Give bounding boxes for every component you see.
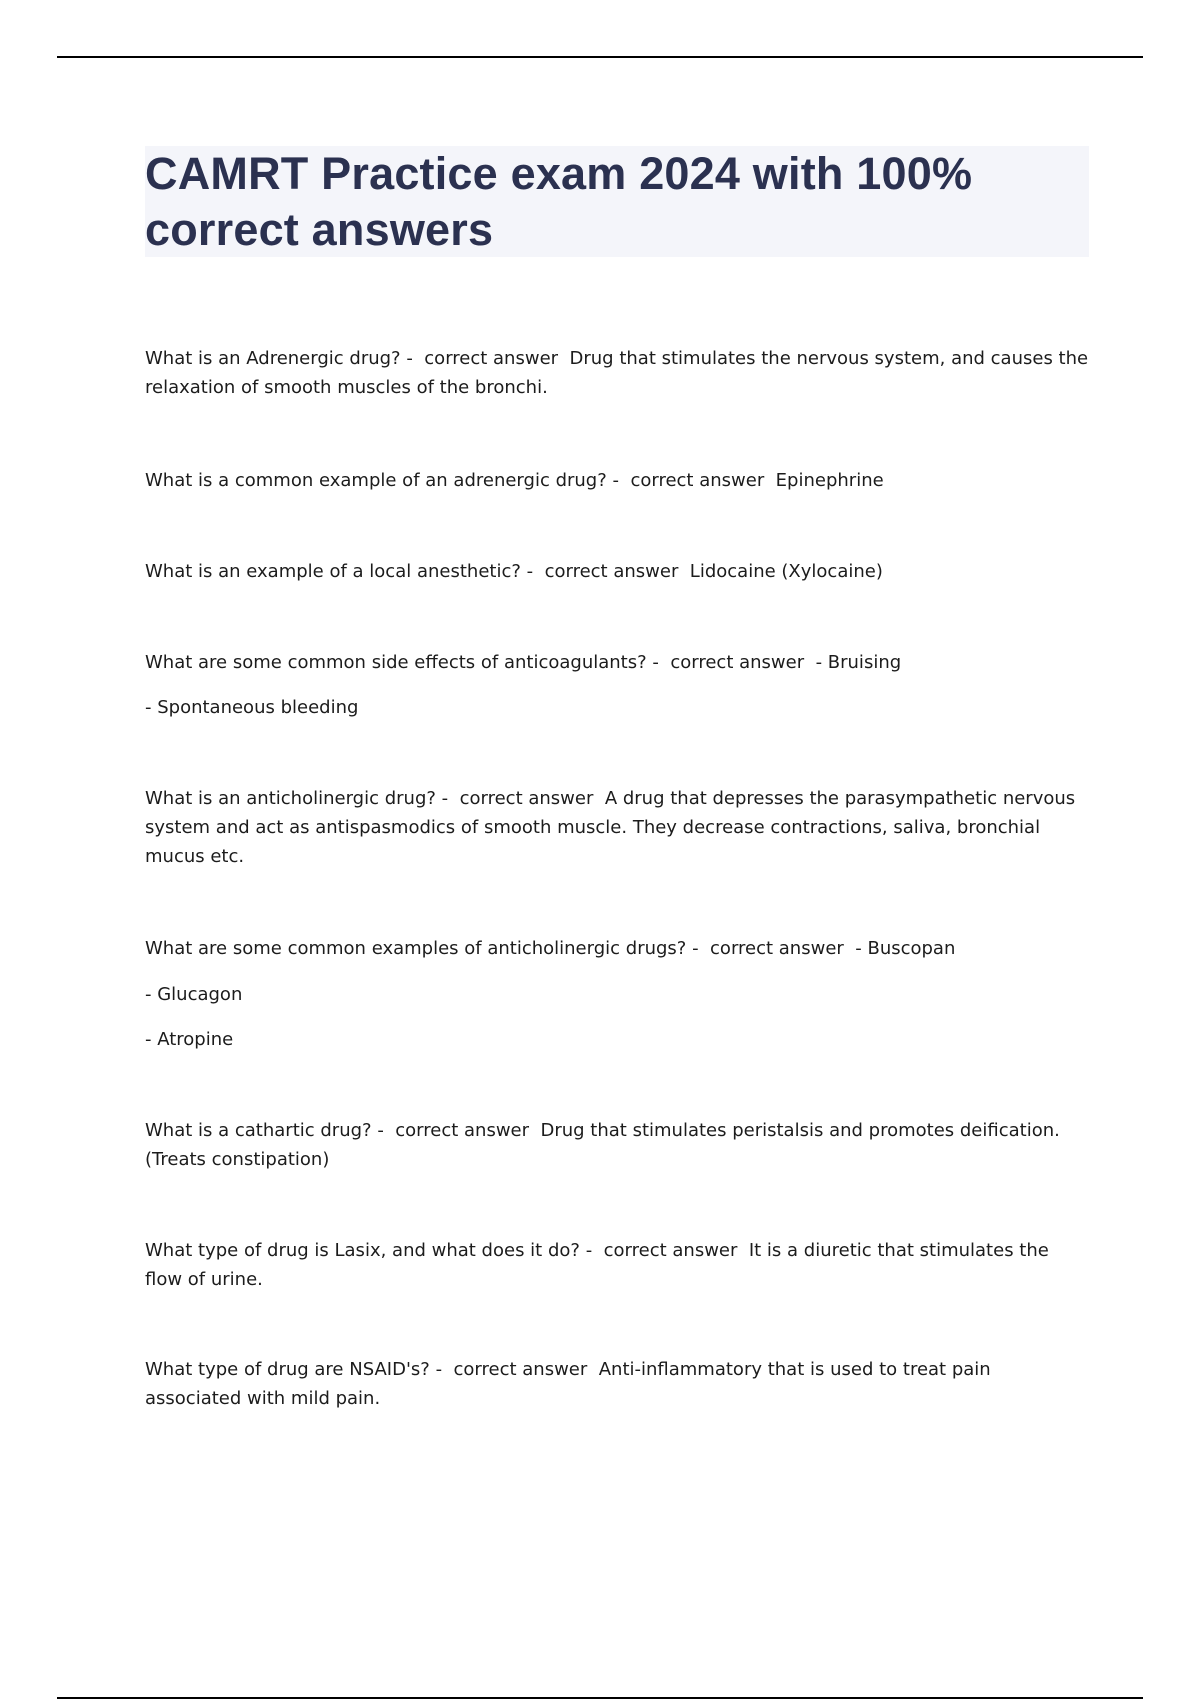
qa-item-6 — [145, 934, 1090, 963]
question-text: What type of drug are NSAID's? — [145, 1359, 430, 1380]
question-text: What is an Adrenergic drug? — [145, 348, 401, 369]
question-text: What is an example of a local anesthetic? — [145, 561, 521, 582]
qa-item-5 — [145, 784, 1090, 871]
qa-item-2 — [145, 466, 1090, 495]
qa-item-3 — [145, 557, 1090, 586]
answer-marker: - correct answer — [692, 938, 850, 959]
answer-extra-line: - Glucagon — [145, 984, 243, 1005]
answer-text: A drug that depresses the parasympathetic nervous system and act as antispasmodics of smooth muscle. They decrease contractions, saliva, bronchial mucus etc. — [145, 788, 1076, 867]
answer-extra-line: - Spontaneous bleeding — [145, 697, 359, 718]
answer-marker: - correct answer — [406, 348, 564, 369]
answer-text: Drug that stimulates peristalsis and promotes deification. (Treats constipation) — [145, 1120, 1060, 1170]
answer-marker: - correct answer — [652, 652, 810, 673]
question-text: What are some common side effects of anticoagulants? — [145, 652, 647, 673]
answer-text: Drug that stimulates the nervous system, and causes the relaxation of smooth muscles of the bronchi. — [145, 348, 1089, 398]
answer-marker: - correct answer — [526, 561, 685, 582]
question-text: What is a common example of an adrenergic drug? — [145, 470, 607, 491]
answer-text: Epinephrine — [775, 470, 884, 491]
answer-text: Anti-inflammatory that is used to treat pain associated with mild pain. — [145, 1359, 991, 1409]
top-rule — [57, 56, 1143, 58]
qa-item-4 — [145, 648, 1090, 677]
qa-item-7 — [145, 1116, 1090, 1174]
answer-text: It is a diuretic that stimulates the flow of urine. — [145, 1240, 1049, 1290]
answer-text: - Buscopan — [855, 938, 956, 959]
answer-marker: - correct answer — [612, 470, 770, 491]
question-text: What is a cathartic drug? — [145, 1120, 372, 1141]
qa-item-1 — [145, 344, 1090, 402]
document-title: CAMRT Practice exam 2024 with 100% correct answers — [145, 148, 973, 255]
answer-marker: - correct answer — [441, 788, 600, 809]
answer-text: Lidocaine (Xylocaine) — [689, 561, 883, 582]
qa-item-9 — [145, 1355, 1090, 1413]
answer-text: - Bruising — [815, 652, 902, 673]
answer-marker: - correct answer — [585, 1240, 744, 1261]
answer-marker: - correct answer — [377, 1120, 535, 1141]
qa-item-8 — [145, 1236, 1090, 1294]
answer-marker: - correct answer — [435, 1359, 593, 1380]
question-text: What is an anticholinergic drug? — [145, 788, 436, 809]
answer-extra-line: - Atropine — [145, 1029, 234, 1050]
bottom-rule — [57, 1697, 1143, 1699]
question-text: What type of drug is Lasix, and what does it do? — [145, 1240, 580, 1261]
title-box — [145, 146, 1089, 257]
question-text: What are some common examples of anticholinergic drugs? — [145, 938, 687, 959]
